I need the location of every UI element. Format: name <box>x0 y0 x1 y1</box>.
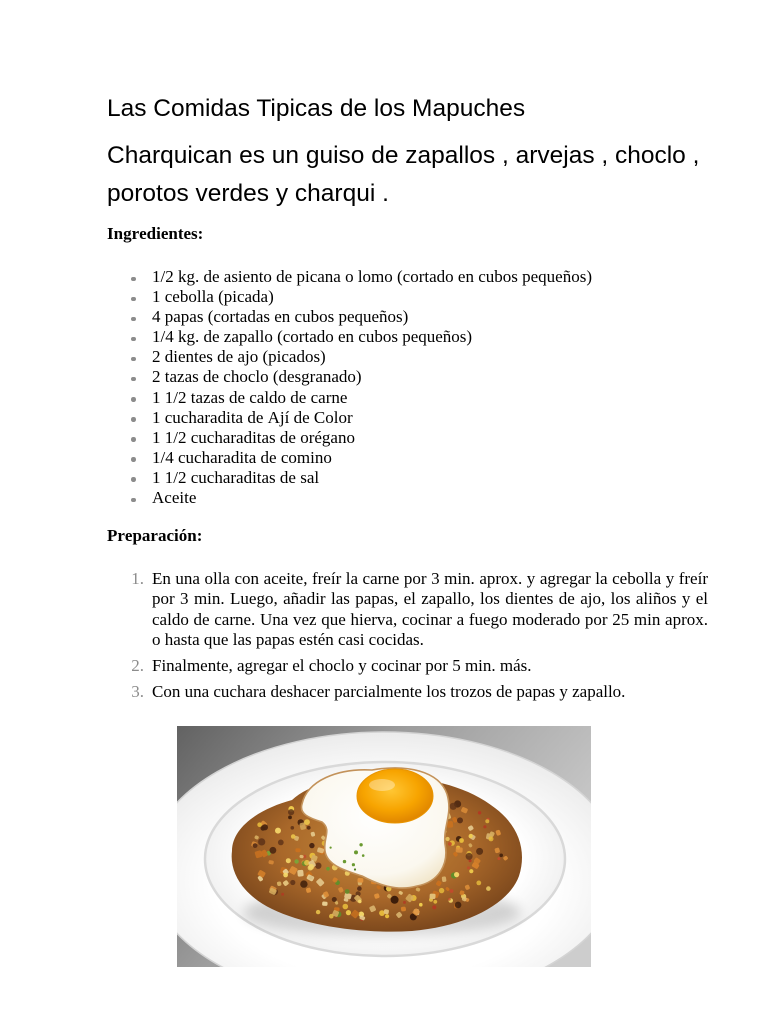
preparation-steps-list <box>107 569 708 708</box>
ingredient-text: 1 1/2 cucharaditas de orégano <box>152 427 355 447</box>
ingredient-item <box>107 448 708 468</box>
corn-piece <box>489 836 494 841</box>
meat-piece <box>332 897 337 902</box>
squash-piece <box>357 878 363 883</box>
corn-piece <box>343 904 349 910</box>
meat-piece <box>307 826 311 830</box>
potato-piece <box>297 870 304 877</box>
pepper-piece <box>497 857 500 860</box>
ingredient-item <box>107 468 708 488</box>
meat-piece <box>278 840 284 846</box>
meat-piece <box>309 843 314 848</box>
corn-piece <box>346 910 351 915</box>
parsley-fleck <box>354 868 356 870</box>
corn-piece <box>469 869 473 873</box>
meat-piece <box>455 902 462 909</box>
ingredient-item <box>107 388 708 408</box>
meat-piece <box>499 854 503 858</box>
ingredient-text: 2 dientes de ajo (picados) <box>152 347 326 367</box>
pepper-piece <box>450 889 454 893</box>
pepper-piece <box>448 898 451 901</box>
preparation-heading: Preparación: <box>107 526 203 545</box>
corn-piece <box>476 881 481 886</box>
corn-piece <box>316 910 320 914</box>
parsley-fleck <box>343 860 346 863</box>
corn-piece <box>308 864 314 870</box>
pepper-piece <box>403 901 406 904</box>
corn-piece <box>283 873 288 878</box>
step-number: 1. <box>131 569 144 588</box>
ingredients-heading: Ingredientes: <box>107 224 204 243</box>
ingredient-text: 1 cucharadita de Ají de Color <box>152 407 353 427</box>
bullet-icon <box>131 477 136 482</box>
pea-piece <box>294 859 298 863</box>
preparation-step <box>107 682 708 702</box>
corn-piece <box>385 914 389 918</box>
corn-piece <box>454 872 459 877</box>
ingredient-text: 1/4 cucharadita de comino <box>152 447 332 467</box>
pepper-piece <box>478 811 481 814</box>
bullet-icon <box>131 297 136 302</box>
corn-piece <box>419 903 423 907</box>
pea-piece <box>345 889 350 894</box>
ingredient-text: 1/2 kg. de asiento de picana o lomo (cortado en cubos pequeños) <box>152 267 592 286</box>
parsley-fleck <box>362 854 365 857</box>
corn-piece <box>485 819 489 823</box>
corn-piece <box>358 900 362 904</box>
step-number: 3. <box>131 682 144 702</box>
meat-piece <box>253 843 258 848</box>
ingredient-item <box>107 408 708 428</box>
pepper-piece <box>483 825 486 828</box>
parsley-fleck <box>352 863 355 866</box>
potato-piece <box>429 894 435 900</box>
ingredients-list <box>107 267 708 508</box>
bullet-icon <box>131 417 136 422</box>
meat-piece <box>288 816 292 820</box>
corn-piece <box>446 837 450 841</box>
bullet-icon <box>131 437 136 442</box>
preparation-step <box>107 569 708 650</box>
dish-description: Charquican es un guiso de zapallos , arvejas , choclo , porotos verdes y charqui . <box>107 142 700 207</box>
corn-piece <box>329 914 334 919</box>
meat-piece <box>315 863 321 869</box>
step-text: Con una cuchara deshacer parcialmente los trozos de papas y zapallo. <box>152 682 626 702</box>
meat-piece <box>262 824 268 830</box>
corn-piece <box>459 838 464 843</box>
parsley-fleck <box>330 847 332 849</box>
pepper-piece <box>448 842 452 846</box>
meat-piece <box>476 848 483 855</box>
meat-piece <box>258 838 265 845</box>
squash-piece <box>456 847 463 853</box>
ingredient-item <box>107 428 708 448</box>
ingredient-item <box>107 327 708 347</box>
corn-piece <box>439 888 444 893</box>
ingredient-text: 1/4 kg. de zapallo (cortado en cubos pequeños) <box>152 327 473 347</box>
corn-piece <box>286 858 291 863</box>
bullet-icon <box>131 498 136 503</box>
bullet-icon <box>131 457 136 462</box>
pepper-piece <box>281 893 284 896</box>
ingredient-item <box>107 307 708 327</box>
potato-piece <box>384 909 390 914</box>
parsley-fleck <box>326 867 330 871</box>
page-title: Las Comidas Tipicas de los Mapuches <box>107 95 526 122</box>
egg-yolk <box>357 769 433 823</box>
meat-piece <box>291 826 295 830</box>
yolk-highlight <box>369 779 395 791</box>
potato-piece <box>322 901 328 906</box>
pepper-piece <box>432 905 436 909</box>
bullet-icon <box>131 357 136 362</box>
step-number: 2. <box>131 655 144 675</box>
meat-piece <box>450 803 457 810</box>
parsley-fleck <box>354 850 358 854</box>
meat-piece <box>457 817 463 823</box>
corn-piece <box>304 819 310 825</box>
ingredient-item <box>107 488 708 508</box>
ingredient-text: 1 cebolla (picada) <box>152 287 274 307</box>
step-text: En una olla con aceite, freír la carne por 3 min. aprox. y agregar la cebolla y freír por 3 min. Luego, añadir las papas, el zapallo, los dientes de ajo, los aliños y el caldo de carne. Una vez que hierva, cocinar a fuego moderado por 25 min aprox. o hasta que las papas estén casi cocidas. <box>152 569 708 649</box>
bullet-icon <box>131 277 136 282</box>
meat-piece <box>300 880 307 887</box>
ingredient-text: 1 1/2 cucharaditas de sal <box>152 467 320 487</box>
meat-piece <box>270 847 277 854</box>
bullet-icon <box>131 317 136 322</box>
ingredient-item <box>107 267 708 287</box>
ingredient-text: Aceite <box>152 488 197 508</box>
corn-piece <box>257 822 262 827</box>
bullet-icon <box>131 377 136 382</box>
bullet-icon <box>131 397 136 402</box>
ingredient-item <box>107 287 708 307</box>
bullet-icon <box>131 337 136 342</box>
meat-piece <box>466 853 473 860</box>
ingredient-text: 2 tazas de choclo (desgranado) <box>152 367 362 387</box>
ingredient-item <box>107 367 708 387</box>
squash-piece <box>295 848 300 852</box>
corn-piece <box>291 834 296 839</box>
meat-piece <box>357 886 362 891</box>
preparation-step <box>107 656 708 676</box>
ingredient-item <box>107 347 708 367</box>
corn-piece <box>486 886 491 891</box>
meat-piece <box>290 880 295 885</box>
corn-piece <box>469 834 473 838</box>
corn-piece <box>275 828 281 834</box>
corn-piece <box>433 900 437 904</box>
parsley-fleck <box>359 843 362 846</box>
meat-piece <box>391 896 399 904</box>
food-photo <box>177 726 591 967</box>
ingredient-text: 1 1/2 tazas de caldo de carne <box>152 387 348 407</box>
meat-piece <box>288 809 294 815</box>
step-text: Finalmente, agregar el choclo y cocinar por 5 min. más. <box>152 655 532 675</box>
pepper-piece <box>467 866 470 869</box>
ingredient-text: 4 papas (cortadas en cubos pequeños) <box>152 307 409 327</box>
